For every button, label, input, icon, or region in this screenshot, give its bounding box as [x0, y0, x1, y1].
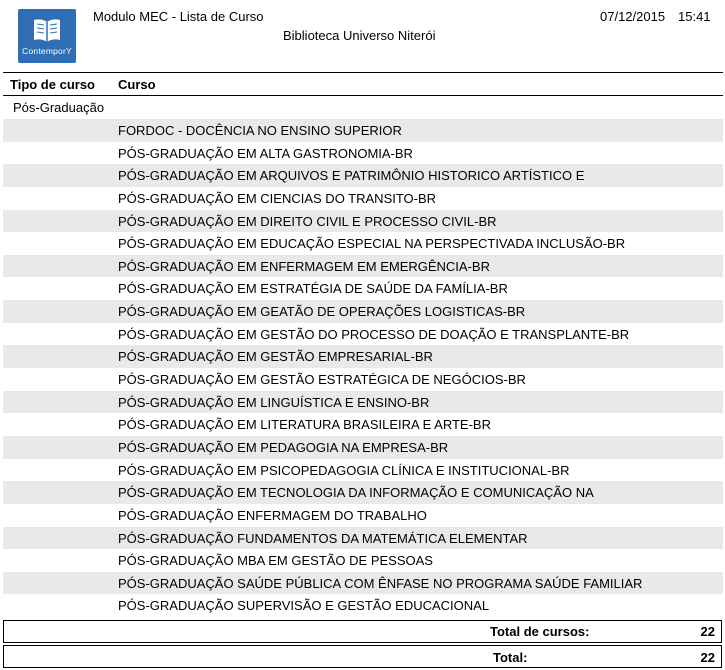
course-name: PÓS-GRADUAÇÃO EM ENFERMAGEM EM EMERGÊNCIA-BR	[118, 258, 490, 274]
course-name: PÓS-GRADUAÇÃO EM TECNOLOGIA DA INFORMAÇÃO E COMUNICAÇÃO NA	[118, 485, 594, 501]
course-row	[3, 210, 723, 233]
logo-text: ContemporY	[22, 46, 72, 56]
course-name: PÓS-GRADUAÇÃO EM PEDAGOGIA NA EMPRESA-BR	[118, 439, 449, 455]
course-row	[3, 527, 723, 550]
course-row	[3, 164, 723, 187]
course-name: FORDOC - DOCÊNCIA NO ENSINO SUPERIOR	[118, 123, 402, 138]
course-row	[3, 504, 723, 527]
course-row	[3, 436, 723, 459]
course-name: PÓS-GRADUAÇÃO EM ALTA GASTRONOMIA-BR	[118, 145, 413, 161]
course-name: PÓS-GRADUAÇÃO EM ESTRATÉGIA DE SAÚDE DA FAMÍLIA-BR	[118, 281, 508, 297]
course-name: PÓS-GRADUAÇÃO EM CIENCIAS DO TRANSITO-BR	[118, 190, 437, 206]
course-name: PÓS-GRADUAÇÃO SAÚDE PÚBLICA COM ÊNFASE NO PROGRAMA SAÚDE FAMILIAR	[118, 575, 643, 591]
course-list	[3, 119, 723, 617]
course-name: PÓS-GRADUAÇÃO EM LITERATURA BRASILEIRA E ARTE-BR	[118, 417, 491, 433]
column-header-tipo: Tipo de curso	[10, 77, 95, 92]
course-name: PÓS-GRADUAÇÃO EM PSICOPEDAGOGIA CLÍNICA E INSTITUCIONAL-BR	[118, 462, 570, 478]
course-row	[3, 119, 723, 142]
course-name: PÓS-GRADUAÇÃO EM GESTÃO ESTRATÉGICA DE NEGÓCIOS-BR	[118, 372, 526, 388]
course-name: PÓS-GRADUAÇÃO EM ARQUIVOS E PATRIMÔNIO HISTORICO ARTÍSTICO E	[118, 168, 585, 184]
contempory-logo	[18, 9, 76, 63]
course-name: PÓS-GRADUAÇÃO EM LINGUÍSTICA E ENSINO-BR	[118, 394, 430, 410]
book-icon	[32, 16, 62, 44]
course-row	[3, 142, 723, 165]
course-name: PÓS-GRADUAÇÃO SUPERVISÃO E GESTÃO EDUCACIONAL	[118, 598, 490, 614]
course-name: PÓS-GRADUAÇÃO FUNDAMENTOS DA MATEMÁTICA ELEMENTAR	[118, 530, 528, 546]
course-name: PÓS-GRADUAÇÃO ENFERMAGEM DO TRABALHO	[118, 507, 427, 523]
course-row	[3, 391, 723, 414]
column-headers	[0, 73, 725, 95]
course-row	[3, 300, 723, 323]
course-row	[3, 594, 723, 617]
report-date: 07/12/2015	[600, 9, 666, 24]
course-row	[3, 413, 723, 436]
course-name: PÓS-GRADUAÇÃO EM GESTÃO EMPRESARIAL-BR	[118, 349, 433, 365]
course-name: PÓS-GRADUAÇÃO MBA EM GESTÃO DE PESSOAS	[118, 553, 433, 569]
course-row	[3, 572, 723, 595]
group-total	[3, 620, 722, 643]
course-row	[3, 277, 723, 300]
course-row	[3, 232, 723, 255]
course-name: PÓS-GRADUAÇÃO EM GEATÃO DE OPERAÇÕES LOGISTICAS-BR	[118, 304, 526, 320]
grand-total-label: Total:	[493, 650, 528, 665]
group-total-label: Total de cursos:	[490, 624, 590, 639]
library-name: Biblioteca Universo Niterói	[283, 28, 436, 43]
report-title: Modulo MEC - Lista de Curso	[93, 9, 264, 24]
column-divider	[3, 95, 723, 96]
course-name: PÓS-GRADUAÇÃO EM DIREITO CIVIL E PROCESSO CIVIL-BR	[118, 213, 497, 229]
grand-total	[3, 645, 722, 668]
report-time: 15:41	[678, 9, 711, 24]
course-row	[3, 459, 723, 482]
course-row	[3, 345, 723, 368]
course-row	[3, 481, 723, 504]
report-header	[0, 0, 725, 72]
group-label: Pós-Graduação	[13, 100, 105, 115]
course-name: PÓS-GRADUAÇÃO EM EDUCAÇÃO ESPECIAL NA PERSPECTIVADA INCLUSÃO-BR	[118, 236, 626, 252]
course-row	[3, 549, 723, 572]
course-row	[3, 368, 723, 391]
course-row	[3, 255, 723, 278]
course-row	[3, 323, 723, 346]
course-row	[3, 187, 723, 210]
grand-total-value: 22	[700, 650, 715, 665]
group-total-value: 22	[700, 624, 715, 639]
course-name: PÓS-GRADUAÇÃO EM GESTÃO DO PROCESSO DE DOAÇÃO E TRANSPLANTE-BR	[118, 326, 630, 342]
column-header-curso: Curso	[118, 77, 156, 92]
